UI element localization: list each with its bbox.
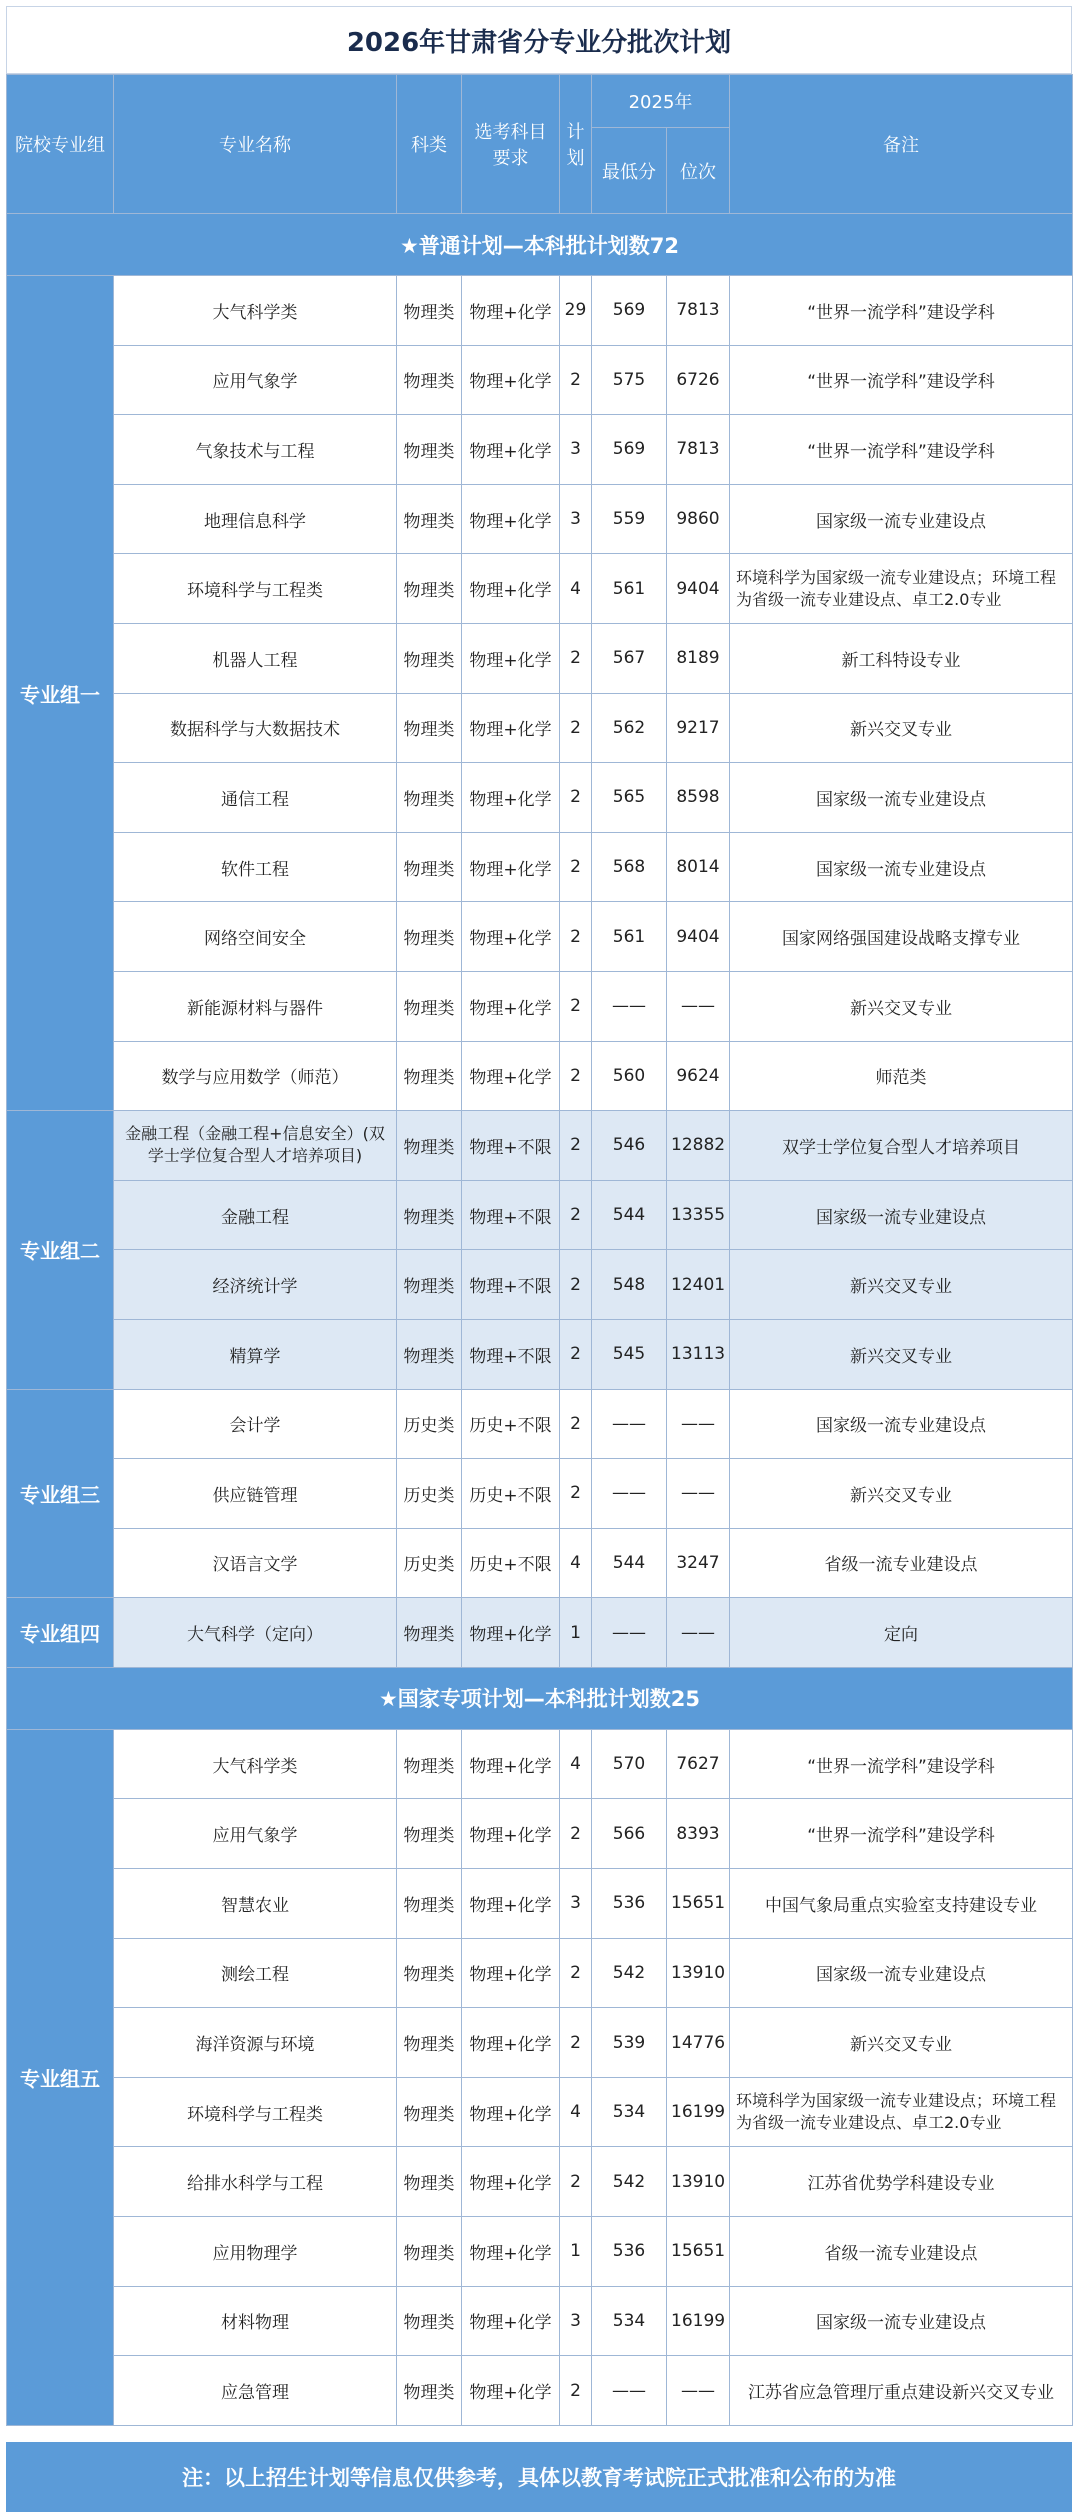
category: 物理类	[397, 1799, 462, 1869]
major-name: 数学与应用数学（师范）	[114, 1041, 397, 1111]
category: 物理类	[397, 345, 462, 415]
table-row	[7, 2356, 1073, 2426]
plan-count: 2	[560, 345, 592, 415]
category: 物理类	[397, 1111, 462, 1181]
subjects: 物理+化学	[462, 623, 560, 693]
category: 物理类	[397, 693, 462, 763]
min-score: 561	[592, 902, 667, 972]
major-name: 新能源材料与器件	[114, 971, 397, 1041]
subjects: 物理+不限	[462, 1319, 560, 1389]
subjects: 物理+化学	[462, 1938, 560, 2008]
rank: ——	[667, 1389, 730, 1459]
min-score: 536	[592, 2217, 667, 2287]
min-score: ——	[592, 971, 667, 1041]
min-score: 569	[592, 415, 667, 485]
plan-count: 4	[560, 1729, 592, 1799]
rank: 7813	[667, 276, 730, 346]
category: 历史类	[397, 1389, 462, 1459]
header-major: 专业名称	[114, 75, 397, 214]
section-title: ★国家专项计划—本科批计划数25	[7, 1667, 1073, 1729]
remark: 新兴交叉专业	[730, 971, 1073, 1041]
category: 物理类	[397, 415, 462, 485]
remark: 环境科学为国家级一流专业建设点；环境工程为省级一流专业建设点、卓工2.0专业	[730, 554, 1073, 624]
category: 物理类	[397, 2077, 462, 2147]
subjects: 物理+化学	[462, 554, 560, 624]
plan-count: 2	[560, 2356, 592, 2426]
rank: 13910	[667, 1938, 730, 2008]
header-remark: 备注	[730, 75, 1073, 214]
table-row	[7, 554, 1073, 624]
category: 物理类	[397, 1250, 462, 1320]
major-name: 大气科学（定向）	[114, 1598, 397, 1668]
rank: 14776	[667, 2008, 730, 2078]
major-name: 材料物理	[114, 2286, 397, 2356]
major-name: 测绘工程	[114, 1938, 397, 2008]
table-row	[7, 971, 1073, 1041]
table-row	[7, 415, 1073, 485]
remark: 国家级一流专业建设点	[730, 1938, 1073, 2008]
min-score: 562	[592, 693, 667, 763]
min-score: 539	[592, 2008, 667, 2078]
category: 物理类	[397, 276, 462, 346]
subjects: 物理+化学	[462, 1869, 560, 1939]
remark: 国家级一流专业建设点	[730, 484, 1073, 554]
category: 物理类	[397, 623, 462, 693]
min-score: 560	[592, 1041, 667, 1111]
table-row	[7, 1729, 1073, 1799]
rank: 13355	[667, 1180, 730, 1250]
min-score: ——	[592, 2356, 667, 2426]
table-row	[7, 2286, 1073, 2356]
rank: 15651	[667, 1869, 730, 1939]
major-name: 应用物理学	[114, 2217, 397, 2287]
major-name: 软件工程	[114, 832, 397, 902]
table-row	[7, 1528, 1073, 1598]
min-score: 542	[592, 2147, 667, 2217]
remark: 江苏省应急管理厅重点建设新兴交叉专业	[730, 2356, 1073, 2426]
remark: 省级一流专业建设点	[730, 2217, 1073, 2287]
min-score: 534	[592, 2286, 667, 2356]
section-row	[7, 214, 1073, 276]
remark: 国家级一流专业建设点	[730, 1389, 1073, 1459]
table-row	[7, 1111, 1073, 1181]
table-row	[7, 1041, 1073, 1111]
rank: 6726	[667, 345, 730, 415]
group-cell: 专业组三	[7, 1389, 114, 1598]
major-name: 海洋资源与环境	[114, 2008, 397, 2078]
rank: 13910	[667, 2147, 730, 2217]
remark: “世界一流学科”建设学科	[730, 1729, 1073, 1799]
min-score: 568	[592, 832, 667, 902]
header-min-score: 最低分	[592, 128, 667, 214]
rank: ——	[667, 1598, 730, 1668]
min-score: 545	[592, 1319, 667, 1389]
remark: 新工科特设专业	[730, 623, 1073, 693]
subjects: 物理+化学	[462, 2217, 560, 2287]
category: 物理类	[397, 1598, 462, 1668]
remark: 环境科学为国家级一流专业建设点；环境工程为省级一流专业建设点、卓工2.0专业	[730, 2077, 1073, 2147]
major-name: 金融工程（金融工程+信息安全）(双学士学位复合型人才培养项目)	[114, 1111, 397, 1181]
subjects: 物理+化学	[462, 345, 560, 415]
table-row	[7, 693, 1073, 763]
plan-count: 2	[560, 2147, 592, 2217]
table-row	[7, 276, 1073, 346]
plan-count: 4	[560, 554, 592, 624]
remark: 国家级一流专业建设点	[730, 2286, 1073, 2356]
table-row	[7, 763, 1073, 833]
category: 物理类	[397, 902, 462, 972]
major-name: 经济统计学	[114, 1250, 397, 1320]
plan-count: 1	[560, 1598, 592, 1668]
category: 物理类	[397, 763, 462, 833]
category: 物理类	[397, 1869, 462, 1939]
plan-count: 2	[560, 1459, 592, 1529]
min-score: ——	[592, 1598, 667, 1668]
category: 物理类	[397, 1729, 462, 1799]
subjects: 物理+化学	[462, 276, 560, 346]
plan-count: 2	[560, 2008, 592, 2078]
remark: 江苏省优势学科建设专业	[730, 2147, 1073, 2217]
header-plan: 计划	[560, 75, 592, 214]
remark: “世界一流学科”建设学科	[730, 1799, 1073, 1869]
rank: ——	[667, 1459, 730, 1529]
subjects: 物理+化学	[462, 2008, 560, 2078]
rank: 9860	[667, 484, 730, 554]
min-score: 542	[592, 1938, 667, 2008]
table-row	[7, 484, 1073, 554]
category: 物理类	[397, 832, 462, 902]
category: 物理类	[397, 2217, 462, 2287]
category: 物理类	[397, 1319, 462, 1389]
subjects: 物理+化学	[462, 971, 560, 1041]
major-name: 精算学	[114, 1319, 397, 1389]
category: 物理类	[397, 2008, 462, 2078]
plan-count: 2	[560, 1111, 592, 1181]
rank: 12882	[667, 1111, 730, 1181]
major-name: 应急管理	[114, 2356, 397, 2426]
table-row	[7, 1250, 1073, 1320]
subjects: 物理+化学	[462, 1598, 560, 1668]
subjects: 物理+化学	[462, 693, 560, 763]
remark: 国家网络强国建设战略支撑专业	[730, 902, 1073, 972]
major-name: 应用气象学	[114, 345, 397, 415]
plan-count: 29	[560, 276, 592, 346]
rank: ——	[667, 971, 730, 1041]
table-body	[7, 214, 1073, 2426]
plan-count: 1	[560, 2217, 592, 2287]
rank: 15651	[667, 2217, 730, 2287]
min-score: 536	[592, 1869, 667, 1939]
major-name: 大气科学类	[114, 1729, 397, 1799]
plan-count: 2	[560, 1250, 592, 1320]
table-row	[7, 1459, 1073, 1529]
group-cell: 专业组五	[7, 1729, 114, 2425]
remark: “世界一流学科”建设学科	[730, 345, 1073, 415]
table-row	[7, 902, 1073, 972]
table-row	[7, 2077, 1073, 2147]
min-score: 548	[592, 1250, 667, 1320]
table-row	[7, 2008, 1073, 2078]
min-score: 534	[592, 2077, 667, 2147]
rank: 9217	[667, 693, 730, 763]
header-category: 科类	[397, 75, 462, 214]
header-rank: 位次	[667, 128, 730, 214]
subjects: 物理+化学	[462, 415, 560, 485]
plan-count: 4	[560, 2077, 592, 2147]
rank: 7627	[667, 1729, 730, 1799]
major-name: 环境科学与工程类	[114, 554, 397, 624]
subjects: 物理+化学	[462, 2077, 560, 2147]
plan-count: 3	[560, 1869, 592, 1939]
subjects: 物理+不限	[462, 1180, 560, 1250]
table-row	[7, 1869, 1073, 1939]
plan-count: 2	[560, 623, 592, 693]
rank: 12401	[667, 1250, 730, 1320]
category: 物理类	[397, 484, 462, 554]
category: 物理类	[397, 1938, 462, 2008]
rank: ——	[667, 2356, 730, 2426]
major-name: 数据科学与大数据技术	[114, 693, 397, 763]
subjects: 物理+化学	[462, 2147, 560, 2217]
major-name: 会计学	[114, 1389, 397, 1459]
plan-count: 3	[560, 2286, 592, 2356]
subjects: 物理+化学	[462, 1799, 560, 1869]
min-score: 569	[592, 276, 667, 346]
rank: 8189	[667, 623, 730, 693]
rank: 9404	[667, 554, 730, 624]
plan-count: 2	[560, 832, 592, 902]
table-row	[7, 2217, 1073, 2287]
major-name: 网络空间安全	[114, 902, 397, 972]
group-cell: 专业组四	[7, 1598, 114, 1668]
major-name: 地理信息科学	[114, 484, 397, 554]
rank: 3247	[667, 1528, 730, 1598]
min-score: 575	[592, 345, 667, 415]
rank: 8393	[667, 1799, 730, 1869]
major-name: 大气科学类	[114, 276, 397, 346]
min-score: 546	[592, 1111, 667, 1181]
header-group: 院校专业组	[7, 75, 114, 214]
subjects: 物理+不限	[462, 1111, 560, 1181]
subjects: 物理+化学	[462, 2356, 560, 2426]
rank: 16199	[667, 2286, 730, 2356]
rank: 8014	[667, 832, 730, 902]
major-name: 应用气象学	[114, 1799, 397, 1869]
subjects: 物理+化学	[462, 902, 560, 972]
plan-count: 2	[560, 1041, 592, 1111]
rank: 13113	[667, 1319, 730, 1389]
category: 历史类	[397, 1528, 462, 1598]
major-name: 通信工程	[114, 763, 397, 833]
plan-count: 4	[560, 1528, 592, 1598]
plan-count: 3	[560, 415, 592, 485]
remark: 新兴交叉专业	[730, 1250, 1073, 1320]
rank: 9624	[667, 1041, 730, 1111]
remark: “世界一流学科”建设学科	[730, 276, 1073, 346]
plan-count: 3	[560, 484, 592, 554]
table-row	[7, 1180, 1073, 1250]
table-row	[7, 2147, 1073, 2217]
min-score: 566	[592, 1799, 667, 1869]
plan-count: 2	[560, 1938, 592, 2008]
table-row	[7, 832, 1073, 902]
subjects: 物理+化学	[462, 1041, 560, 1111]
table-row	[7, 1799, 1073, 1869]
plan-count: 2	[560, 1319, 592, 1389]
major-name: 环境科学与工程类	[114, 2077, 397, 2147]
table-row	[7, 1598, 1073, 1668]
remark: 省级一流专业建设点	[730, 1528, 1073, 1598]
remark: 国家级一流专业建设点	[730, 1180, 1073, 1250]
remark: 双学士学位复合型人才培养项目	[730, 1111, 1073, 1181]
rank: 7813	[667, 415, 730, 485]
section-title: ★普通计划—本科批计划数72	[7, 214, 1073, 276]
plan-table	[6, 74, 1073, 2426]
min-score: 570	[592, 1729, 667, 1799]
remark: “世界一流学科”建设学科	[730, 415, 1073, 485]
min-score: 561	[592, 554, 667, 624]
min-score: ——	[592, 1389, 667, 1459]
major-name: 给排水科学与工程	[114, 2147, 397, 2217]
plan-count: 2	[560, 971, 592, 1041]
plan-count: 2	[560, 763, 592, 833]
table-row	[7, 1319, 1073, 1389]
subjects: 物理+化学	[462, 2286, 560, 2356]
header-subjects: 选考科目要求	[462, 75, 560, 214]
min-score: 565	[592, 763, 667, 833]
subjects: 物理+化学	[462, 832, 560, 902]
category: 物理类	[397, 2147, 462, 2217]
remark: 定向	[730, 1598, 1073, 1668]
major-name: 机器人工程	[114, 623, 397, 693]
category: 物理类	[397, 971, 462, 1041]
header-year: 2025年	[592, 75, 730, 128]
plan-count: 2	[560, 693, 592, 763]
subjects: 历史+不限	[462, 1459, 560, 1529]
subjects: 物理+化学	[462, 484, 560, 554]
min-score: 559	[592, 484, 667, 554]
major-name: 汉语言文学	[114, 1528, 397, 1598]
table-row	[7, 1389, 1073, 1459]
category: 物理类	[397, 554, 462, 624]
min-score: 567	[592, 623, 667, 693]
subjects: 物理+不限	[462, 1250, 560, 1320]
category: 物理类	[397, 2356, 462, 2426]
remark: 新兴交叉专业	[730, 2008, 1073, 2078]
category: 物理类	[397, 2286, 462, 2356]
subjects: 物理+化学	[462, 1729, 560, 1799]
table-row	[7, 623, 1073, 693]
min-score: 544	[592, 1180, 667, 1250]
remark: 国家级一流专业建设点	[730, 832, 1073, 902]
subjects: 历史+不限	[462, 1528, 560, 1598]
page-title: 2026年甘肃省分专业分批次计划	[6, 6, 1072, 74]
major-name: 金融工程	[114, 1180, 397, 1250]
subjects: 历史+不限	[462, 1389, 560, 1459]
table-row	[7, 1938, 1073, 2008]
remark: 新兴交叉专业	[730, 1319, 1073, 1389]
major-name: 供应链管理	[114, 1459, 397, 1529]
rank: 8598	[667, 763, 730, 833]
group-cell: 专业组二	[7, 1111, 114, 1389]
plan-count: 2	[560, 1180, 592, 1250]
min-score: 544	[592, 1528, 667, 1598]
remark: 中国气象局重点实验室支持建设专业	[730, 1869, 1073, 1939]
plan-count: 2	[560, 1389, 592, 1459]
major-name: 气象技术与工程	[114, 415, 397, 485]
category: 物理类	[397, 1041, 462, 1111]
remark: 新兴交叉专业	[730, 693, 1073, 763]
footer-note: 注：以上招生计划等信息仅供参考，具体以教育考试院正式批准和公布的为准	[6, 2442, 1072, 2512]
remark: 新兴交叉专业	[730, 1459, 1073, 1529]
group-cell: 专业组一	[7, 276, 114, 1111]
plan-count: 2	[560, 902, 592, 972]
table-row	[7, 345, 1073, 415]
remark: 师范类	[730, 1041, 1073, 1111]
rank: 16199	[667, 2077, 730, 2147]
min-score: ——	[592, 1459, 667, 1529]
remark: 国家级一流专业建设点	[730, 763, 1073, 833]
category: 历史类	[397, 1459, 462, 1529]
rank: 9404	[667, 902, 730, 972]
category: 物理类	[397, 1180, 462, 1250]
subjects: 物理+化学	[462, 763, 560, 833]
plan-count: 2	[560, 1799, 592, 1869]
section-row	[7, 1667, 1073, 1729]
major-name: 智慧农业	[114, 1869, 397, 1939]
